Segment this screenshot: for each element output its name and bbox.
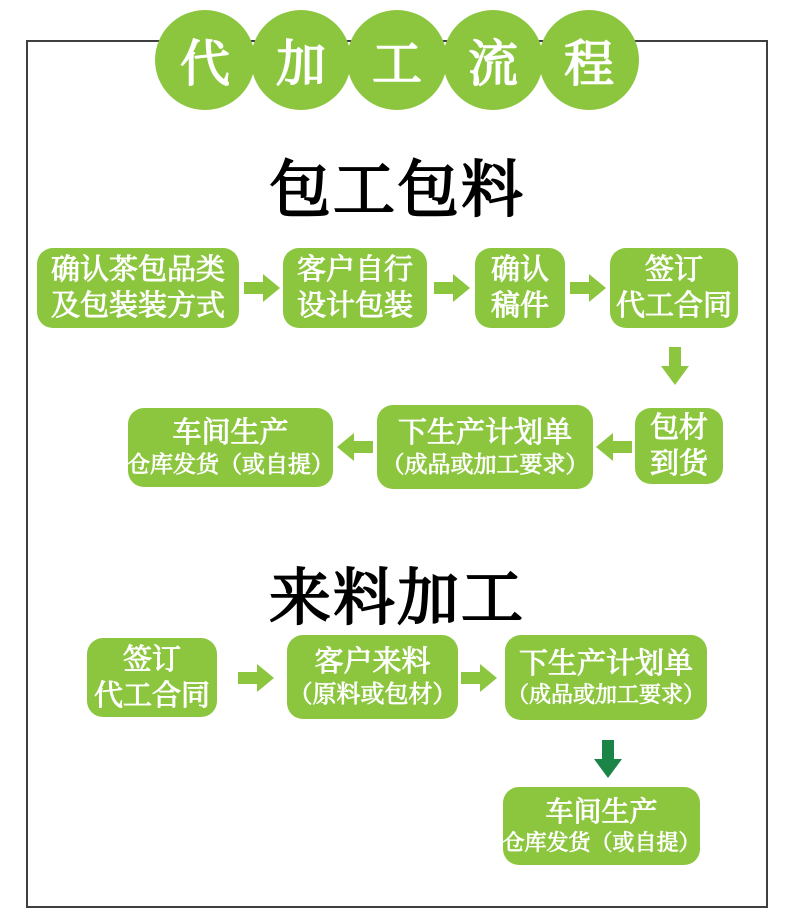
flow-box-workshop-production-delivery-2 [503, 787, 700, 865]
box-line: 确认 [490, 252, 549, 287]
arrow-left-icon [337, 433, 373, 461]
box-line: 签订 [122, 641, 181, 676]
banner-circle [155, 10, 255, 110]
flow-box-production-order-2 [505, 635, 707, 720]
arrow-right-icon [244, 274, 280, 302]
box-line: 客户来料 [314, 644, 431, 679]
flow-box-workshop-production-delivery [128, 408, 333, 487]
banner-circle [539, 10, 639, 110]
arrow-right-icon [238, 664, 274, 692]
box-line: （成品或加工要求） [506, 682, 705, 708]
arrow-down-dark-icon [594, 740, 622, 778]
banner-circle [347, 10, 447, 110]
flow-box-customer-materials [287, 635, 458, 719]
banner-circle [251, 10, 351, 110]
banner-circle [443, 10, 543, 110]
box-line: 仓库发货（或自提） [502, 830, 701, 856]
box-line: 车间生产 [545, 795, 658, 828]
box-line: 车间生产 [172, 415, 289, 450]
flow-box-sign-contract-2 [87, 638, 217, 717]
box-line: 签订 [644, 252, 703, 287]
banner-char: 加 [276, 35, 326, 93]
box-line: 下生产计划单 [518, 645, 693, 680]
section1-title: 包工包料 [268, 153, 525, 226]
banner-char: 代 [180, 35, 230, 93]
box-line: 代工合同 [615, 288, 732, 322]
section2-title: 来料加工 [268, 561, 525, 634]
banner-char: 流 [468, 35, 518, 93]
arrow-left-icon [596, 433, 632, 461]
box-line: 包材 [649, 410, 708, 445]
box-line: （成品或加工要求） [381, 451, 589, 478]
flow-box-customer-design-packaging [283, 248, 427, 328]
box-line: 客户自行 [296, 252, 413, 287]
flow-box-production-order [377, 405, 593, 489]
flow-box-sign-contract [610, 248, 738, 328]
arrow-right-icon [570, 274, 606, 302]
box-line: 仓库发货（或自提） [127, 452, 334, 479]
banner-char: 工 [372, 35, 422, 93]
arrow-right-icon [434, 274, 470, 302]
box-line: 到货 [649, 446, 708, 480]
banner-char: 程 [564, 35, 614, 93]
box-line: 下生产计划单 [397, 414, 572, 449]
arrow-down-icon [661, 347, 689, 385]
box-line: （原料或包材） [288, 680, 457, 709]
box-line: 及包装装方式 [50, 288, 225, 322]
box-line: 稿件 [490, 288, 549, 322]
flow-box-confirm-draft [475, 248, 565, 328]
box-line: 确认茶包品类 [50, 252, 225, 287]
box-line: 代工合同 [93, 677, 210, 712]
box-line: 设计包装 [296, 288, 413, 322]
flow-box-materials-arrival [635, 408, 723, 484]
flow-box-confirm-product-and-packaging [37, 248, 239, 328]
arrow-right-icon [461, 664, 497, 692]
